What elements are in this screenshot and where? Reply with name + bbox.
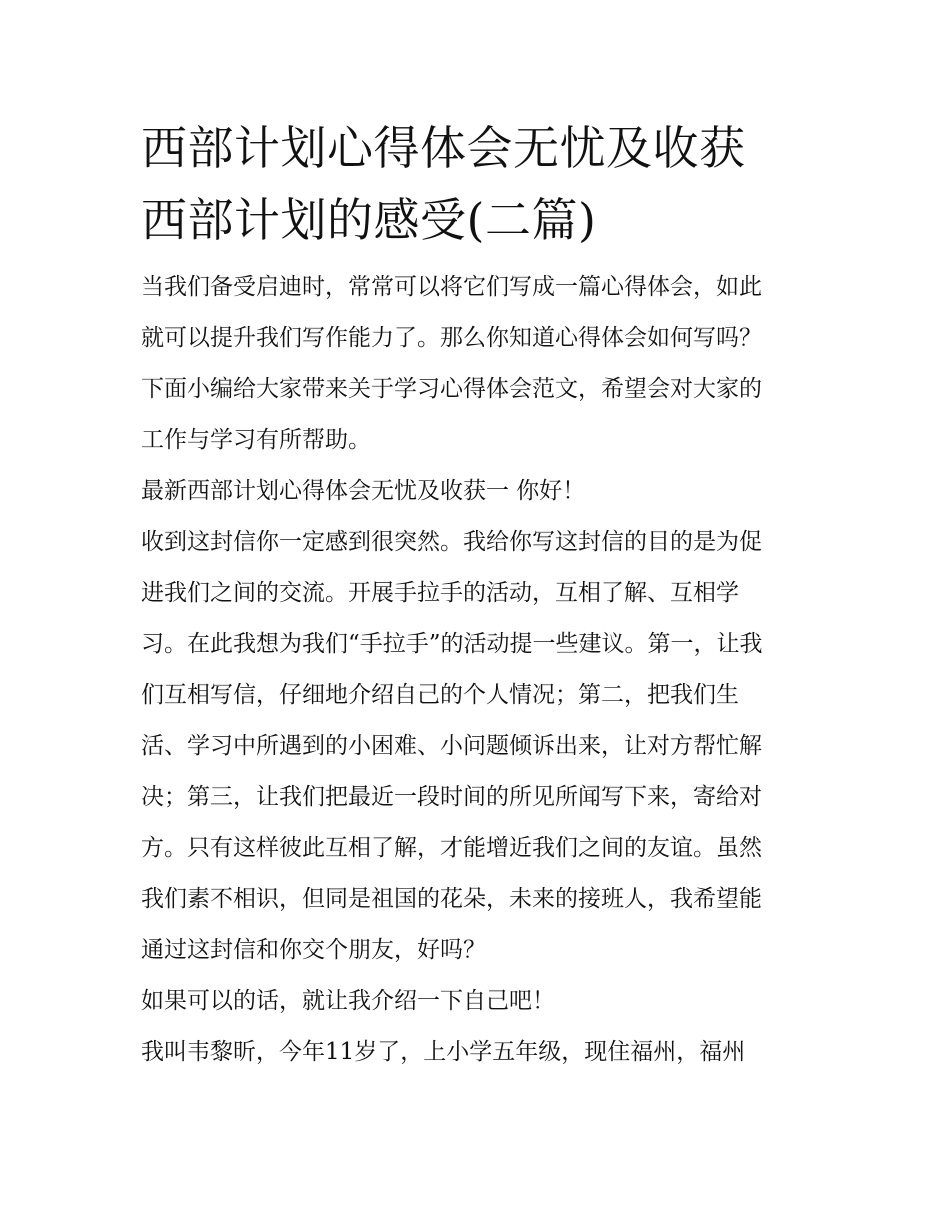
text-line: 我叫韦黎昕，今年11岁了，上小学五年级，现住福州，福州 [141,1039,746,1065]
text-line: 通过这封信和你交个朋友，好吗？ [141,937,486,963]
title-line-2: 西部计划的感受(二篇) [141,193,597,247]
text-line: 收到这封信你一定感到很突然。我给你写这封信的目的是为促 [141,529,762,555]
title-line-1: 西部计划心得体会无忧及收获 [141,121,746,175]
paragraph-heading-one [141,466,813,517]
paragraph-letter-body [141,517,813,976]
text-line: 下面小编给大家带来关于学习心得体会范文，希望会对大家的 [141,376,762,402]
text-line: 我们素不相识，但同是祖国的花朵，未来的接班人，我希望能 [141,886,762,912]
text-line: 工作与学习有所帮助。 [141,427,371,453]
text-line: 活、学习中所遇到的小困难、小问题倾诉出来，让对方帮忙解 [141,733,762,759]
text-line: 如果可以的话，就让我介绍一下自己吧！ [141,988,555,1014]
text-line: 决；第三，让我们把最近一段时间的所见所闻写下来，寄给对 [141,784,762,810]
paragraph-intro [141,262,813,466]
text-line: 们互相写信，仔细地介绍自己的个人情况；第二，把我们生 [141,682,739,708]
paragraph-self-intro [141,1027,813,1078]
text-line: 就可以提升我们写作能力了。那么你知道心得体会如何写吗？ [141,325,762,351]
document-title [141,112,813,256]
paragraph-introduce [141,976,813,1027]
text-line: 习。在此我想为我们“手拉手”的活动提一些建议。第一，让我 [141,631,763,657]
text-line: 最新西部计划心得体会无忧及收获一 你好！ [141,478,586,504]
document-body [141,262,813,1078]
text-line: 方。只有这样彼此互相了解，才能增近我们之间的友谊。虽然 [141,835,762,861]
text-line: 进我们之间的交流。开展手拉手的活动，互相了解、互相学 [141,580,739,606]
document-page [141,112,813,1078]
text-line: 当我们备受启迪时，常常可以将它们写成一篇心得体会，如此 [141,274,762,300]
